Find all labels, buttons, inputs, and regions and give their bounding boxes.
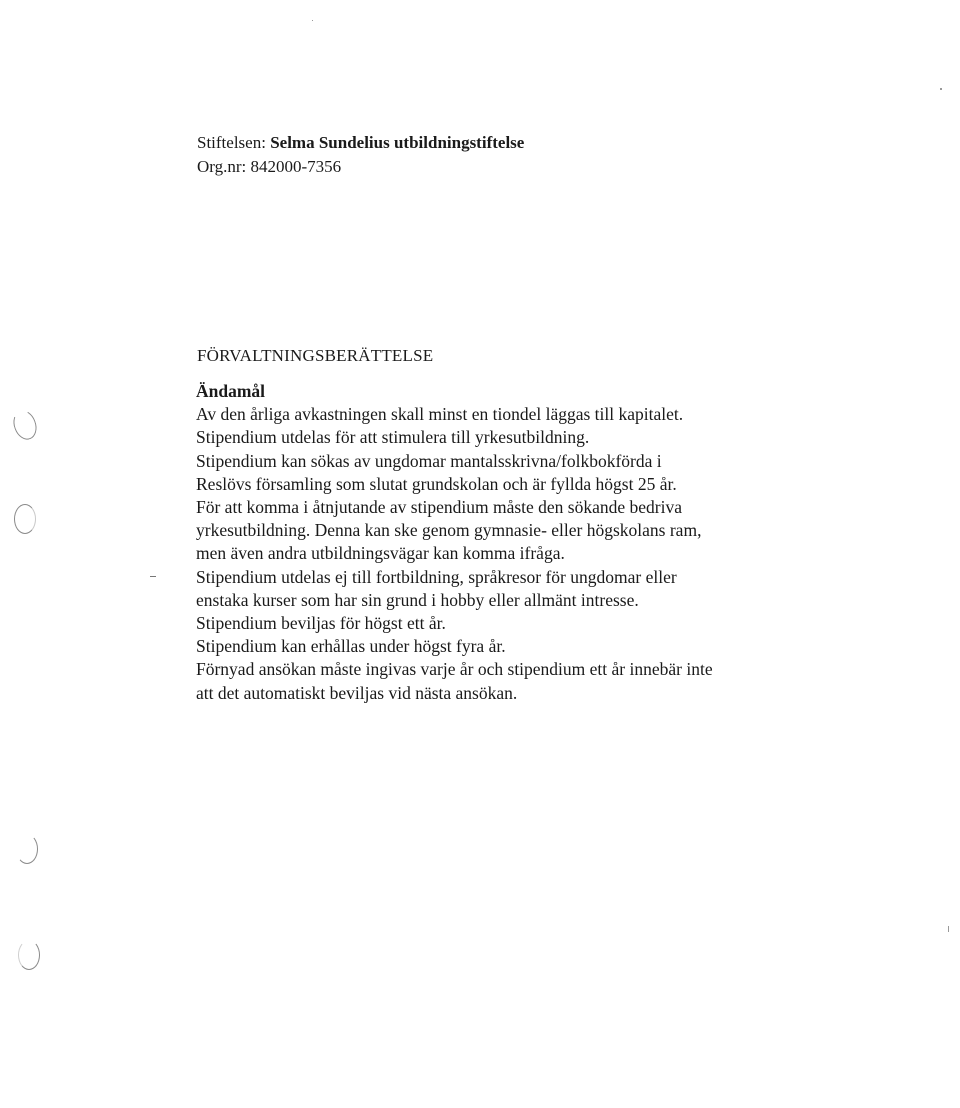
paragraph: Förnyad ansökan måste ingivas varje år och stipendium ett år innebär inte att det automatiskt beviljas vid nästa ansökan.	[196, 659, 713, 703]
paragraph: Stipendium beviljas för högst ett år.	[196, 613, 446, 634]
paragraph: Stipendium utdelas ej till fortbildning, språkresor för ungdomar eller enstaka kurser som har sin grund i hobby eller allmänt intresse.	[196, 566, 677, 610]
purpose-section	[196, 380, 716, 705]
punch-hole-mark	[10, 407, 41, 443]
section-heading: Ändamål	[196, 381, 266, 401]
org-number: Org.nr: 842000-7356	[197, 157, 342, 176]
foundation-label: Stiftelsen:	[197, 133, 271, 152]
foundation-line	[197, 131, 524, 155]
punch-hole-mark	[18, 940, 40, 970]
document-header	[197, 131, 524, 179]
paragraph: Stipendium kan sökas av ungdomar mantalsskrivna/folkbokförda i Reslövs församling som slutat grundskolan och är fyllda högst 25 år.	[196, 450, 677, 494]
paragraph: Stipendium kan erhållas under högst fyra år.	[196, 636, 506, 657]
scan-speck	[312, 20, 313, 21]
punch-hole-mark	[14, 504, 36, 534]
punch-hole-mark	[16, 834, 38, 864]
paragraph: För att komma i åtnjutande av stipendium måste den sökande bedriva yrkesutbildning. Denna kan ske genom gymnasie- eller högskolans ram, men även andra utbildningsvägar kan komma ifråga.	[196, 497, 702, 564]
paragraph: Av den årliga avkastningen skall minst en tiondel läggas till kapitalet.	[196, 404, 684, 425]
scan-speck	[940, 88, 942, 90]
margin-mark	[150, 576, 156, 577]
document-title: FÖRVALTNINGSBERÄTTELSE	[197, 346, 434, 365]
paragraph: Stipendium utdelas för att stimulera till yrkesutbildning.	[196, 427, 590, 448]
scan-speck	[948, 926, 949, 932]
foundation-name: Selma Sundelius utbildningstiftelse	[270, 133, 525, 152]
